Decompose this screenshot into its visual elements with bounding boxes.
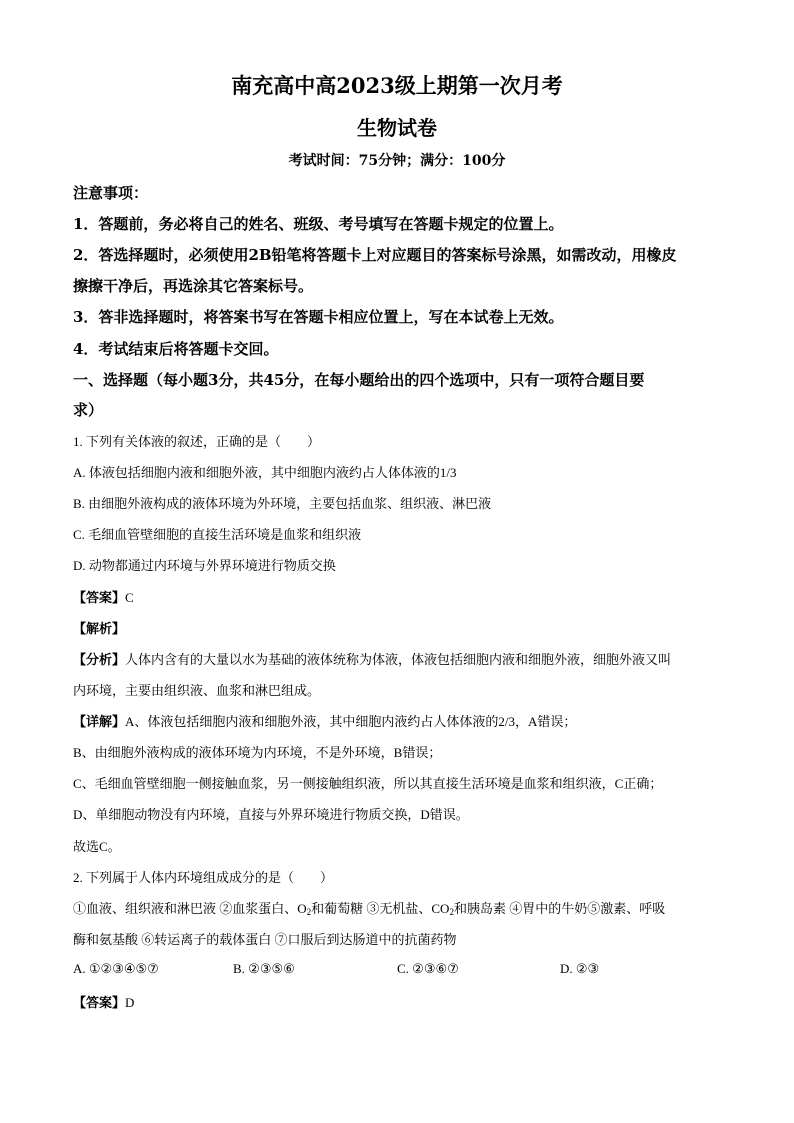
- notice-item: 3．答非选择题时，将答案书写在答题卡相应位置上，写在本试卷上无效。: [73, 308, 564, 326]
- q2-items-line1: [73, 898, 665, 917]
- q1-fenxi: [73, 649, 671, 668]
- q1-xiangjie-c: C、毛细血管壁细胞一侧接触血浆，另一侧接触组织液，所以其直接生活环境是血浆和组织液，C正确；: [73, 776, 663, 791]
- answer-value: C: [125, 590, 134, 605]
- subscript: 2: [306, 907, 312, 917]
- q1-option-c: C. 毛细血管壁细胞的直接生活环境是血浆和组织液: [73, 527, 362, 542]
- answer-tag: 【答案】: [73, 995, 126, 1010]
- q2-text: ①血液、组织液和淋巴液 ②血浆蛋白、O: [73, 901, 307, 916]
- q1-analysis-tag: 【解析】: [73, 621, 126, 636]
- question-1-stem: 1. 下列有关体液的叙述，正确的是（ ）: [73, 434, 321, 449]
- question-2-stem: 2. 下列属于人体内环境组成成分的是（ ）: [73, 870, 334, 885]
- q1-option-a: A. 体液包括细胞内液和细胞外液，其中细胞内液约占人体体液的1/3: [73, 465, 457, 480]
- section-heading-cont: 求）: [73, 401, 104, 419]
- xiangjie-tag: 【详解】: [73, 714, 126, 729]
- section-heading: 一、选择题（每小题3分，共45分，在每小题给出的四个选项中，只有一项符合题目要: [73, 371, 645, 389]
- answer-value: D: [125, 995, 135, 1010]
- notice-item: 1．答题前，务必将自己的姓名、班级、考号填写在答题卡规定的位置上。: [73, 215, 564, 233]
- q2-option-b: B. ②③⑤⑥: [233, 961, 295, 976]
- subscript: 2: [449, 907, 454, 917]
- q1-option-b: B. 由细胞外液构成的液体环境为外环境，主要包括血浆、组织液、淋巴液: [73, 496, 492, 511]
- q2-answer: [73, 992, 134, 1011]
- q1-conclusion: 故选C。: [73, 839, 121, 854]
- q1-xiangjie-b: B、由细胞外液构成的液体环境为内环境，不是外环境，B错误；: [73, 745, 442, 760]
- q2-items-line2: 酶和氨基酸 ⑥转运离子的载体蛋白 ⑦口服后到达肠道中的抗菌药物: [73, 932, 457, 947]
- notice-heading: 注意事项：: [73, 184, 149, 202]
- fenxi-tag: 【分析】: [73, 652, 126, 667]
- q2-option-c: C. ②③⑥⑦: [397, 961, 459, 976]
- q1-answer: [73, 587, 134, 606]
- notice-item: 擦擦干净后，再选涂其它答案标号。: [73, 277, 314, 295]
- xiangjie-text: A、体液包括细胞内液和细胞外液，其中细胞内液约占人体体液的2/3，A错误；: [125, 714, 577, 729]
- q2-text: 和葡萄糖 ③无机盐、CO: [311, 901, 450, 916]
- answer-tag: 【答案】: [73, 590, 126, 605]
- q1-xiangjie-d: D、单细胞动物没有内环境，直接与外界环境进行物质交换，D错误。: [73, 807, 469, 822]
- exam-info: 考试时间：75分钟；满分：100分: [288, 153, 506, 169]
- exam-subtitle: 生物试卷: [357, 116, 437, 140]
- q1-option-d: D. 动物都通过内环境与外界环境进行物质交换: [73, 558, 336, 573]
- exam-title: 南充高中高2023级上期第一次月考: [231, 73, 563, 98]
- q2-option-d: D. ②③: [560, 961, 600, 976]
- q2-text: 和胰岛素 ④胃中的牛奶⑤激素、呼吸: [453, 901, 666, 916]
- q1-fenxi-cont: 内环境，主要由组织液、血浆和淋巴组成。: [73, 683, 321, 698]
- notice-item: 2．答选择题时，必须使用2B铅笔将答题卡上对应题目的答案标号涂黑，如需改动，用橡皮: [73, 246, 677, 264]
- q1-xiangjie: [73, 711, 576, 730]
- q2-option-a: A. ①②③④⑤⑦: [73, 961, 159, 976]
- notice-item: 4．考试结束后将答题卡交回。: [73, 340, 279, 358]
- fenxi-text: 人体内含有的大量以水为基础的液体统称为体液，体液包括细胞内液和细胞外液，细胞外液又叫: [125, 652, 672, 667]
